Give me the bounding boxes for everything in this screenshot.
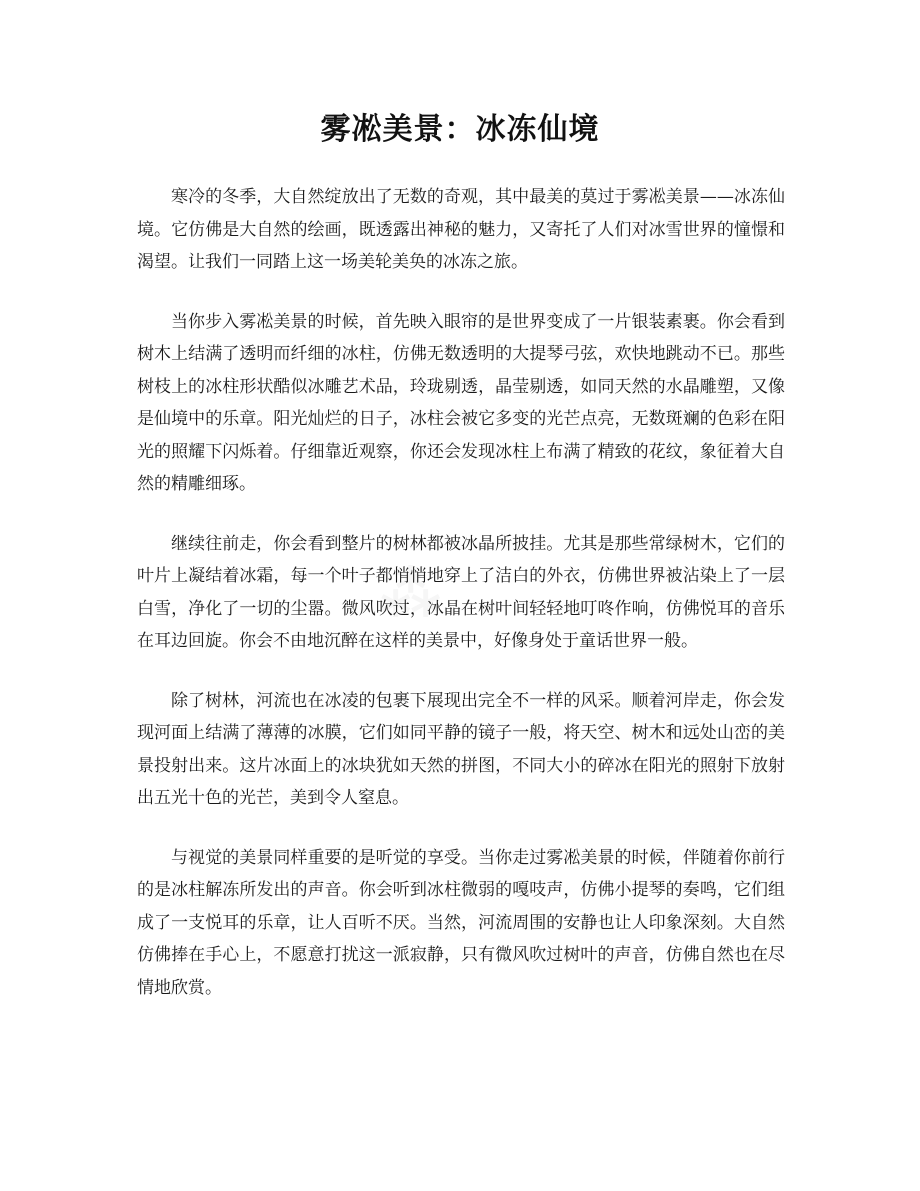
paragraph-2: 当你步入雾凇美景的时候，首先映入眼帘的是世界变成了一片银装素裹。你会看到树木上结满了透明而纤细的冰柱，仿佛无数透明的大提琴弓弦，欢快地跳动不已。那些树枝上的冰柱形状酷似冰雕艺术品，玲珑剔透，晶莹剔透，如同天然的水晶雕塑，又像是仙境中的乐章。阳光灿烂的日子，冰柱会被它多变的光芒点亮，无数斑斓的色彩在阳光的照耀下闪烁着。仔细靠近观察，你还会发现冰柱上布满了精致的花纹，象征着大自然的精雕细琢。 [137,311,785,494]
paragraph-1: 寒冷的冬季，大自然绽放出了无数的奇观，其中最美的莫过于雾凇美景——冰冻仙境。它仿佛是大自然的绘画，既透露出神秘的魅力，又寄托了人们对冰雪世界的憧憬和渴望。让我们一同踏上这一场美轮美奂的冰冻之旅。 [137,187,785,272]
page-title: 雾凇美景：冰冻仙境 [320,112,600,147]
paragraph-4: 除了树林，河流也在冰凌的包裹下展现出完全不一样的风采。顺着河岸走，你会发现河面上结满了薄薄的冰膜，它们如同平静的镜子一般，将天空、树木和远处山峦的美景投射出来。这片冰面上的冰块犹如天然的拼图，不同大小的碎冰在阳光的照射下放射出五光十色的光芒，美到令人窒息。 [137,690,785,808]
paragraph-3: 继续往前走，你会看到整片的树林都被冰晶所披挂。尤其是那些常绿树木，它们的叶片上凝结着冰霜，每一个叶子都悄悄地穿上了洁白的外衣，仿佛世界被沾染上了一层白雪，净化了一切的尘嚣。微风吹过，冰晶在树叶间轻轻地叮咚作响，仿佛悦耳的音乐在耳边回旋。你会不由地沉醉在这样的美景中，好像身处于童话世界一般。 [137,533,785,651]
paragraph-5: 与视觉的美景同样重要的是听觉的享受。当你走过雾凇美景的时候，伴随着你前行的是冰柱解冻所发出的声音。你会听到冰柱微弱的嘎吱声，仿佛小提琴的奏鸣，它们组成了一支悦耳的乐章，让人百听不厌。当然，河流周围的安静也让人印象深刻。大自然仿佛捧在手心上，不愿意打扰这一派寂静，只有微风吹过树叶的声音，仿佛自然也在尽情地欣赏。 [137,847,785,998]
document-body [137,181,785,1031]
